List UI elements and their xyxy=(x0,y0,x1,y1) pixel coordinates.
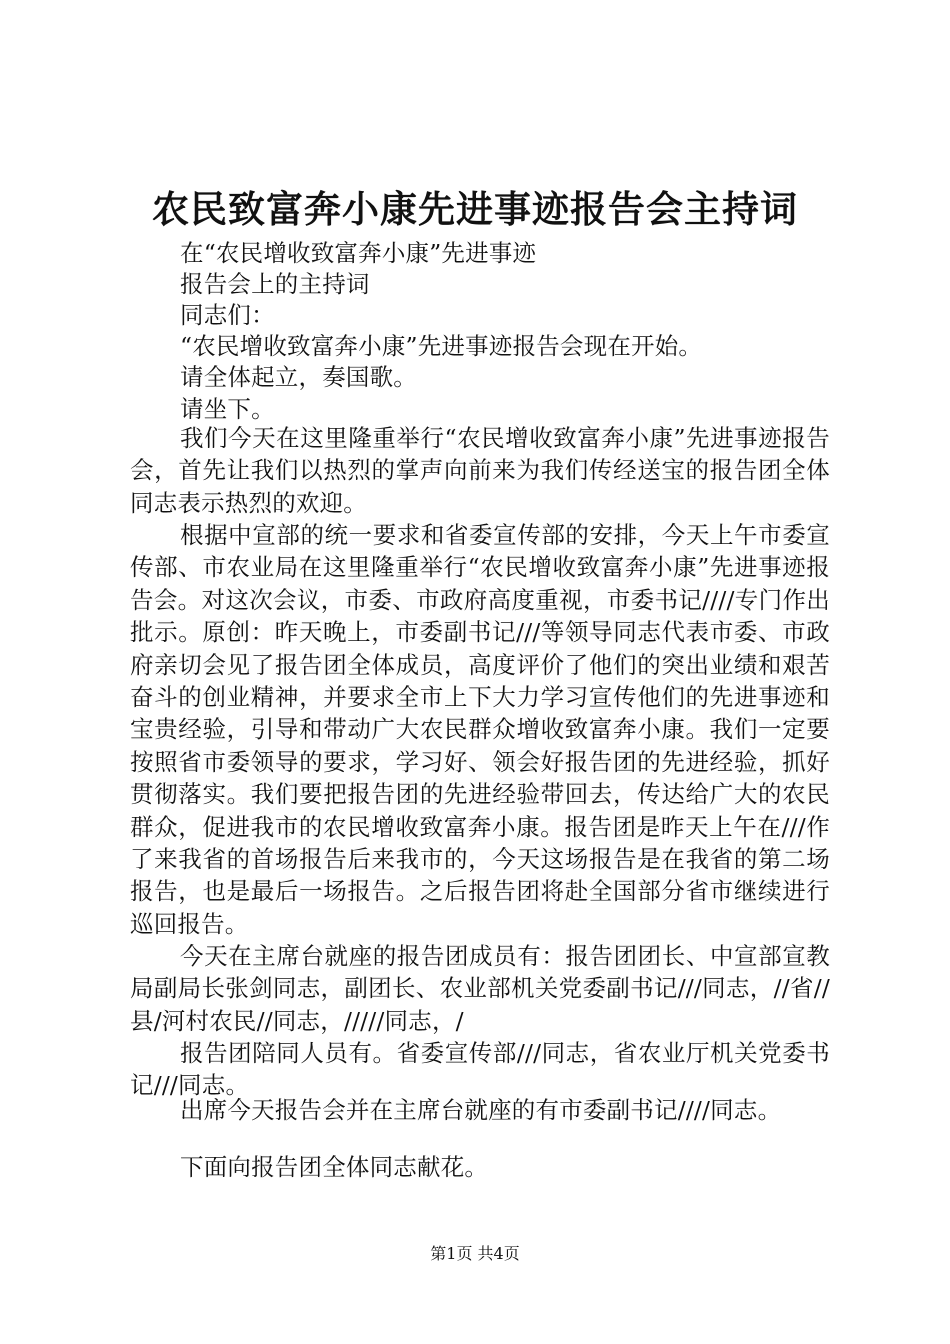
anthem-instruction: 请全体起立，奏国歌。 xyxy=(180,363,417,391)
paragraph-podium-members: 今天在主席台就座的报告团成员有：报告团团长、中宣部宣教局副局长张剑同志，副团长、农业部机关党委副书记///同志，//省//县/河村农民//同志，/////同志，/ xyxy=(130,942,830,1035)
attendance-line: 出席今天报告会并在主席台就座的有市委副书记////同志。 xyxy=(180,1096,782,1124)
document-title: 农民致富奔小康先进事迹报告会主持词 xyxy=(152,187,798,231)
sit-instruction: 请坐下。 xyxy=(180,395,275,423)
paragraph-accompanying-staff: 报告团陪同人员有。省委宣传部///同志，省农业厅机关党委书记///同志。 xyxy=(130,1039,830,1100)
page-number-footer: 第1页 共4页 xyxy=(430,1244,520,1263)
paragraph-welcome: 我们今天在这里隆重举行“农民增收致富奔小康”先进事迹报告会，首先让我们以热烈的掌声向前来为我们传经送宝的报告团全体同志表示热烈的欢迎。 xyxy=(130,424,830,517)
intro-line-1: 在“农民增收致富奔小康”先进事迹 xyxy=(180,239,537,267)
intro-line-2: 报告会上的主持词 xyxy=(180,270,370,298)
flower-presentation-line: 下面向报告团全体同志献花。 xyxy=(180,1153,489,1181)
opening-announcement: “农民增收致富奔小康”先进事迹报告会现在开始。 xyxy=(180,332,703,360)
paragraph-background: 根据中宣部的统一要求和省委宣传部的安排，今天上午市委宣传部、市农业局在这里隆重举行“农民增收致富奔小康”先进事迹报告会。对这次会议，市委、市政府高度重视，市委书记////专门作出批示。原创：昨天晚上，市委副书记///等领导同志代表市委、市政府亲切会见了报告团全体成员，高度评价了他们的突出业绩和艰苦奋斗的创业精神，并要求全市上下大力学习宣传他们的先进事迹和宝贵经验，引导和带动广大农民群众增收致富奔小康。我们一定要按照省市委领导的要求，学习好、领会好报告团的先进经验，抓好贯彻落实。我们要把报告团的先进经验带回去，传达给广大的农民群众，促进我市的农民增收致富奔小康。报告团是昨天上午在///作了来我省的首场报告后来我市的，今天这场报告是在我省的第二场报告，也是最后一场报告。之后报告团将赴全国部分省市继续进行巡回报告。 xyxy=(130,521,830,938)
salutation: 同志们： xyxy=(180,301,275,329)
